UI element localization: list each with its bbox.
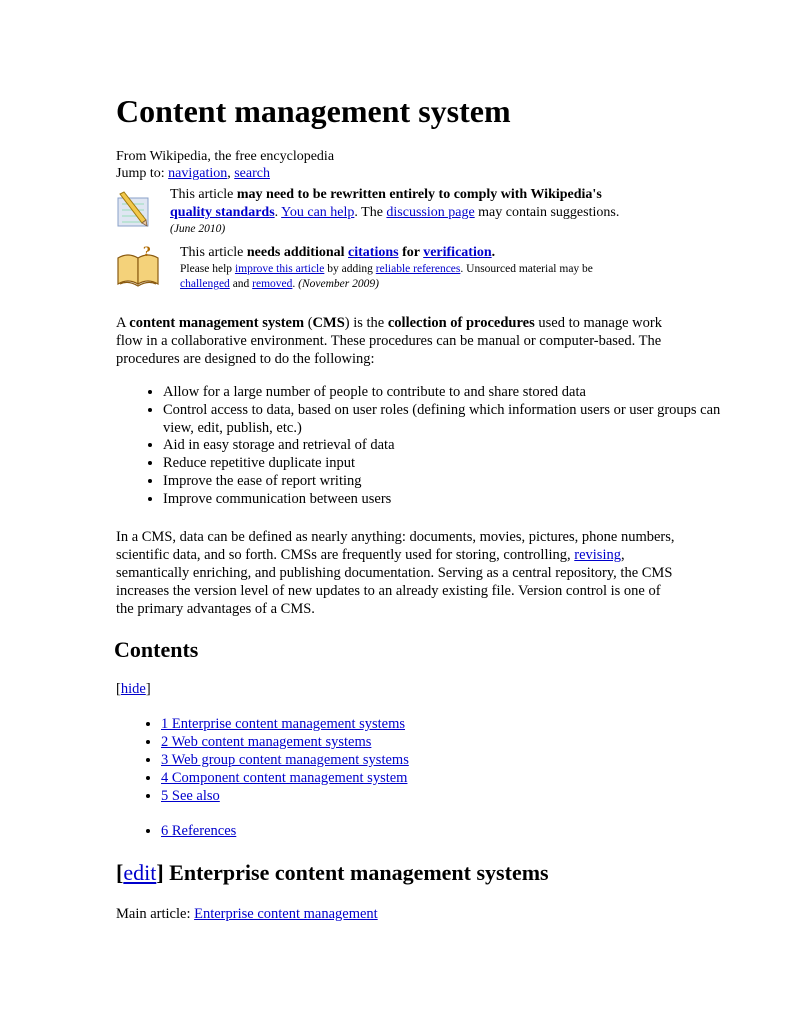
notice1-bold: may need to be rewritten entirely to comply with Wikipedia's bbox=[236, 187, 602, 202]
removed-link[interactable]: removed bbox=[252, 278, 293, 290]
tagline: From Wikipedia, the free encyclopedia bbox=[116, 149, 335, 164]
notice2-bold2: for bbox=[398, 245, 424, 260]
table-of-contents-2 bbox=[116, 823, 236, 841]
intro-a: A bbox=[116, 315, 130, 331]
intro-cms-abbr: CMS bbox=[312, 315, 345, 331]
notice2-help bbox=[180, 262, 690, 292]
notice1-p1: . bbox=[274, 205, 282, 220]
toc-hide-toggle bbox=[116, 680, 151, 698]
reliable-references-link[interactable]: reliable references bbox=[375, 263, 461, 275]
jump-links bbox=[116, 165, 270, 182]
main-article-link[interactable]: Enterprise content management bbox=[194, 906, 378, 922]
contents-heading: Contents bbox=[114, 637, 199, 662]
main-article-note bbox=[116, 905, 378, 923]
help-pre: Please help bbox=[180, 263, 235, 275]
main-article-label: Main article: bbox=[116, 906, 195, 922]
toc-item bbox=[161, 823, 236, 841]
challenged-link[interactable]: challenged bbox=[180, 278, 230, 290]
citation-notice bbox=[180, 244, 690, 292]
discussion-page-link[interactable]: discussion page bbox=[386, 205, 475, 220]
para2-post: , semantically enriching, and publishing documentation. Serving as a central repository, the CMS increases the version level of new updates to an already existing file. Version control is one of the primary advantages of a CMS. bbox=[116, 547, 673, 617]
notice1-p2: . The bbox=[354, 205, 387, 220]
help-and: and bbox=[229, 278, 253, 290]
notice1-date: (June 2010) bbox=[170, 223, 226, 235]
toc-link-see-also[interactable]: 5 See also bbox=[161, 787, 220, 804]
toc-link-references[interactable]: 6 References bbox=[161, 823, 237, 839]
you-can-help-link[interactable]: You can help bbox=[281, 205, 355, 220]
page-title: Content management system bbox=[116, 93, 511, 129]
toc-item bbox=[161, 770, 409, 788]
toc-item bbox=[161, 752, 409, 770]
quality-standards-link[interactable]: quality standards bbox=[170, 205, 275, 220]
jump-sep: , bbox=[227, 166, 235, 181]
hide-link[interactable]: hide bbox=[120, 681, 146, 697]
toc-item bbox=[161, 716, 409, 734]
edit-section-link[interactable]: edit bbox=[123, 860, 157, 885]
citation-book-icon bbox=[114, 244, 162, 288]
list-item: • Allow for a large number of people to contribute to and share stored data bbox=[163, 384, 723, 402]
notice2-date: (November 2009) bbox=[298, 278, 379, 290]
verification-link[interactable]: verification bbox=[423, 245, 492, 260]
list-item: • Improve the ease of report writing bbox=[163, 473, 723, 491]
notice1-p3: may contain suggestions. bbox=[474, 205, 620, 220]
list-item: • Reduce repetitive duplicate input bbox=[163, 455, 723, 473]
notice1-pre: This article bbox=[170, 187, 237, 202]
hide-open: [ bbox=[116, 681, 121, 697]
list-item: • Control access to data, based on user roles (defining which information users or user groups can view, edit, publish, etc.) bbox=[163, 402, 723, 438]
notice2-bold3: . bbox=[491, 245, 496, 260]
search-link[interactable]: search bbox=[234, 166, 270, 181]
rewrite-pencil-icon bbox=[114, 190, 156, 230]
toc-item bbox=[161, 734, 409, 752]
intro-rest: used to manage work flow in a collaborative environment. These procedures can be manual or computer-based. The procedures are designed to do the following: bbox=[116, 315, 662, 367]
help-mid: by adding bbox=[324, 263, 376, 275]
intro-collection: collection of procedures bbox=[387, 315, 535, 331]
table-of-contents bbox=[116, 716, 409, 806]
list-item: • Improve communication between users bbox=[163, 491, 723, 509]
toc-item bbox=[161, 788, 409, 806]
toc-link-web[interactable]: 2 Web content management systems bbox=[161, 733, 372, 750]
toc-link-enterprise[interactable]: 1 Enterprise content management systems bbox=[161, 716, 406, 732]
para2-pre: In a CMS, data can be defined as nearly anything: documents, movies, pictures, phone numbers, scientific data, and so forth. CMSs are frequently used for storing, controlling, bbox=[116, 529, 675, 563]
rewrite-notice bbox=[170, 186, 690, 236]
intro-paren: ( bbox=[304, 315, 313, 331]
hide-close: ] bbox=[145, 681, 151, 697]
navigation-link[interactable]: navigation bbox=[168, 166, 228, 181]
help-dot: . bbox=[292, 278, 299, 290]
svg-text:?: ? bbox=[143, 245, 151, 260]
cms-data-paragraph bbox=[116, 528, 676, 618]
toc-link-component[interactable]: 4 Component content management system bbox=[161, 769, 408, 786]
section-title: Enterprise content management systems bbox=[169, 860, 549, 885]
features-list bbox=[116, 384, 723, 509]
improve-article-link[interactable]: improve this article bbox=[234, 263, 325, 275]
citations-link[interactable]: citations bbox=[348, 245, 399, 260]
notice2-pre: This article bbox=[180, 245, 247, 260]
section-heading-enterprise bbox=[116, 860, 549, 886]
edit-bracket-open: [ bbox=[116, 860, 124, 885]
intro-is-the: ) is the bbox=[344, 315, 388, 331]
intro-cms-bold: content management system bbox=[129, 315, 305, 331]
jump-prefix: Jump to: bbox=[116, 166, 169, 181]
help-post: . Unsourced material may be bbox=[460, 263, 593, 275]
edit-bracket-close: ] bbox=[156, 860, 170, 885]
revising-link[interactable]: revising bbox=[574, 547, 621, 563]
notice2-bold1: needs additional bbox=[246, 245, 349, 260]
intro-paragraph bbox=[116, 314, 676, 368]
list-item: • Aid in easy storage and retrieval of data bbox=[163, 437, 723, 455]
toc-link-web-group[interactable]: 3 Web group content management systems bbox=[161, 751, 409, 768]
